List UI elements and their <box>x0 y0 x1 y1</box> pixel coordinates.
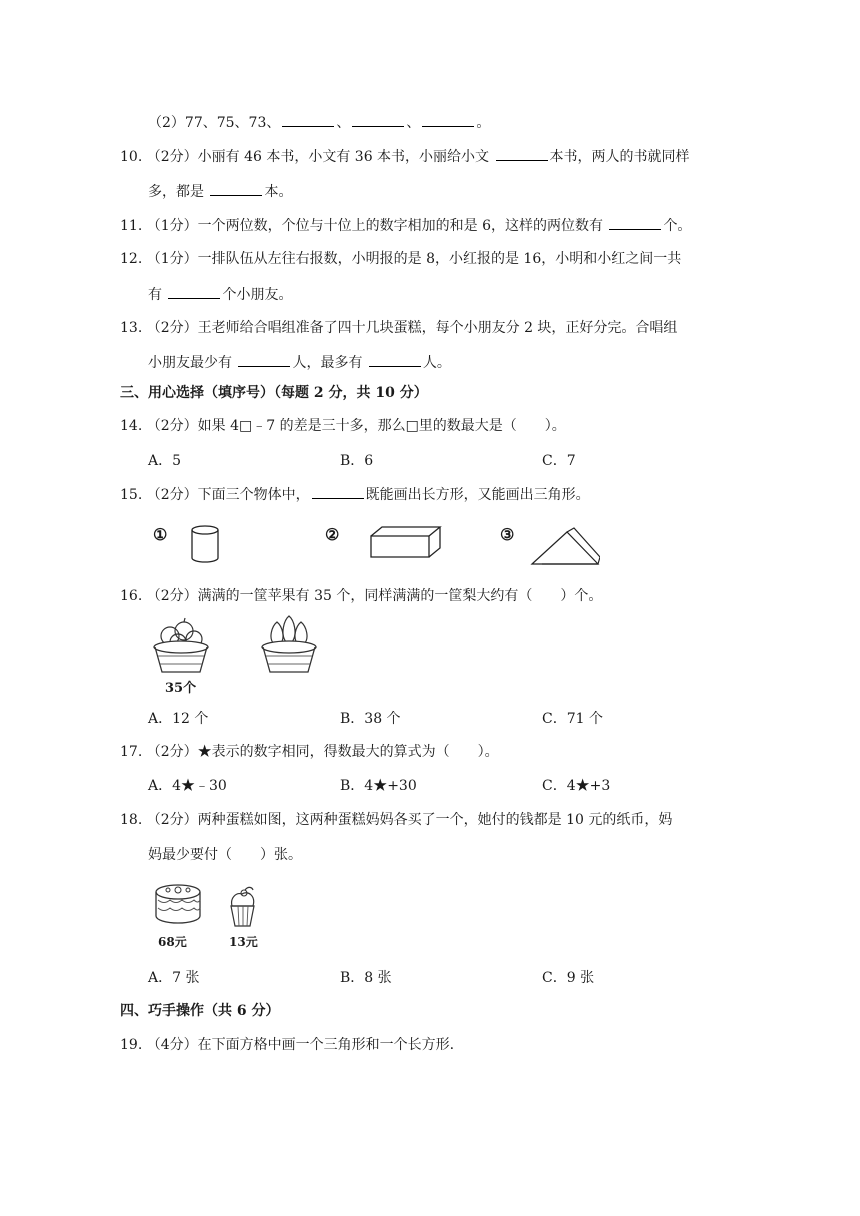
answer-blank[interactable] <box>210 181 262 196</box>
label-2: ② <box>325 525 340 544</box>
section-heading-4: 四、巧手操作（共 6 分） <box>120 1003 280 1019</box>
cakes-figure <box>150 878 270 950</box>
label-1: ① <box>153 525 168 544</box>
option-b[interactable]: B．8 张 <box>340 970 392 986</box>
cylinder-icon <box>188 524 222 566</box>
question-10-line2: 多，都是 本。 <box>148 181 292 202</box>
option-c[interactable]: C．4★+3 <box>542 778 611 794</box>
q9-part2: （2）77、75、73、 、 、 。 <box>148 112 490 133</box>
option-b[interactable]: B．6 <box>340 453 374 469</box>
question-19: 19. （4分）在下面方格中画一个三角形和一个长方形. <box>120 1037 455 1053</box>
cupcake-icon <box>226 884 258 930</box>
question-15: 15. （2分）下面三个物体中， 既能画出长方形，又能画出三角形。 <box>120 484 590 505</box>
option-a[interactable]: A．4★﹣30 <box>148 778 227 794</box>
cake-icon <box>152 878 204 930</box>
answer-blank[interactable] <box>168 284 220 299</box>
answer-blank[interactable] <box>352 112 404 127</box>
option-b[interactable]: B．38 个 <box>340 711 401 727</box>
answer-blank[interactable] <box>496 146 548 161</box>
option-c[interactable]: C．71 个 <box>542 711 603 727</box>
option-a[interactable]: A．7 张 <box>148 970 200 986</box>
option-a[interactable]: A．12 个 <box>148 711 209 727</box>
answer-blank[interactable] <box>238 352 290 367</box>
solid-shapes-figure <box>150 520 600 568</box>
apple-basket-icon <box>150 614 212 676</box>
option-c[interactable]: C．7 <box>542 453 576 469</box>
question-16: 16. （2分）满满的一筐苹果有 35 个，同样满满的一筐梨大约有（ ）个。 <box>120 588 603 604</box>
basket-caption: 35个 <box>165 681 197 696</box>
question-11: 11. （1分）一个两位数，个位与十位上的数字相加的和是 6，这样的两位数有 个。 <box>120 215 691 236</box>
label-3: ③ <box>500 525 515 544</box>
price-label-cake: 68元 <box>158 935 187 949</box>
question-17: 17. （2分）★表示的数字相同，得数最大的算式为（ ）。 <box>120 744 499 760</box>
question-18-line2: 妈最少要付（ ）张。 <box>148 847 302 863</box>
question-14: 14. （2分）如果 4□﹣7 的差是三十多，那么□里的数最大是（ ）。 <box>120 418 566 434</box>
section-heading-3: 三、用心选择（填序号）（每题 2 分，共 10 分） <box>120 385 428 401</box>
question-10-line1: 10. （2分）小丽有 46 本书，小文有 36 本书，小丽给小文 本书，两人的书就同样 <box>120 146 690 167</box>
triangular-prism-icon <box>530 524 600 568</box>
fruit-baskets-figure <box>145 612 320 694</box>
option-c[interactable]: C．9 张 <box>542 970 595 986</box>
answer-blank[interactable] <box>422 112 474 127</box>
question-13-line2: 小朋友最少有 人，最多有 人。 <box>148 352 451 373</box>
question-12-line2: 有 个小朋友。 <box>148 284 292 305</box>
answer-blank[interactable] <box>609 215 661 230</box>
price-label-cupcake: 13元 <box>229 935 258 949</box>
answer-blank[interactable] <box>312 484 364 499</box>
question-13-line1: 13. （2分）王老师给合唱组准备了四十几块蛋糕，每个小朋友分 2 块，正好分完。合唱组 <box>120 320 678 336</box>
cuboid-icon <box>368 524 444 560</box>
answer-blank[interactable] <box>282 112 334 127</box>
option-b[interactable]: B．4★+30 <box>340 778 417 794</box>
pear-basket-icon <box>258 612 320 676</box>
option-a[interactable]: A．5 <box>148 453 182 469</box>
question-18-line1: 18. （2分）两种蛋糕如图，这两种蛋糕妈妈各买了一个，她付的钱都是 10 元的纸币，妈 <box>120 812 673 828</box>
answer-blank[interactable] <box>369 352 421 367</box>
question-12-line1: 12. （1分）一排队伍从左往右报数，小明报的是 8，小红报的是 16，小明和小红之间一共 <box>120 251 682 267</box>
